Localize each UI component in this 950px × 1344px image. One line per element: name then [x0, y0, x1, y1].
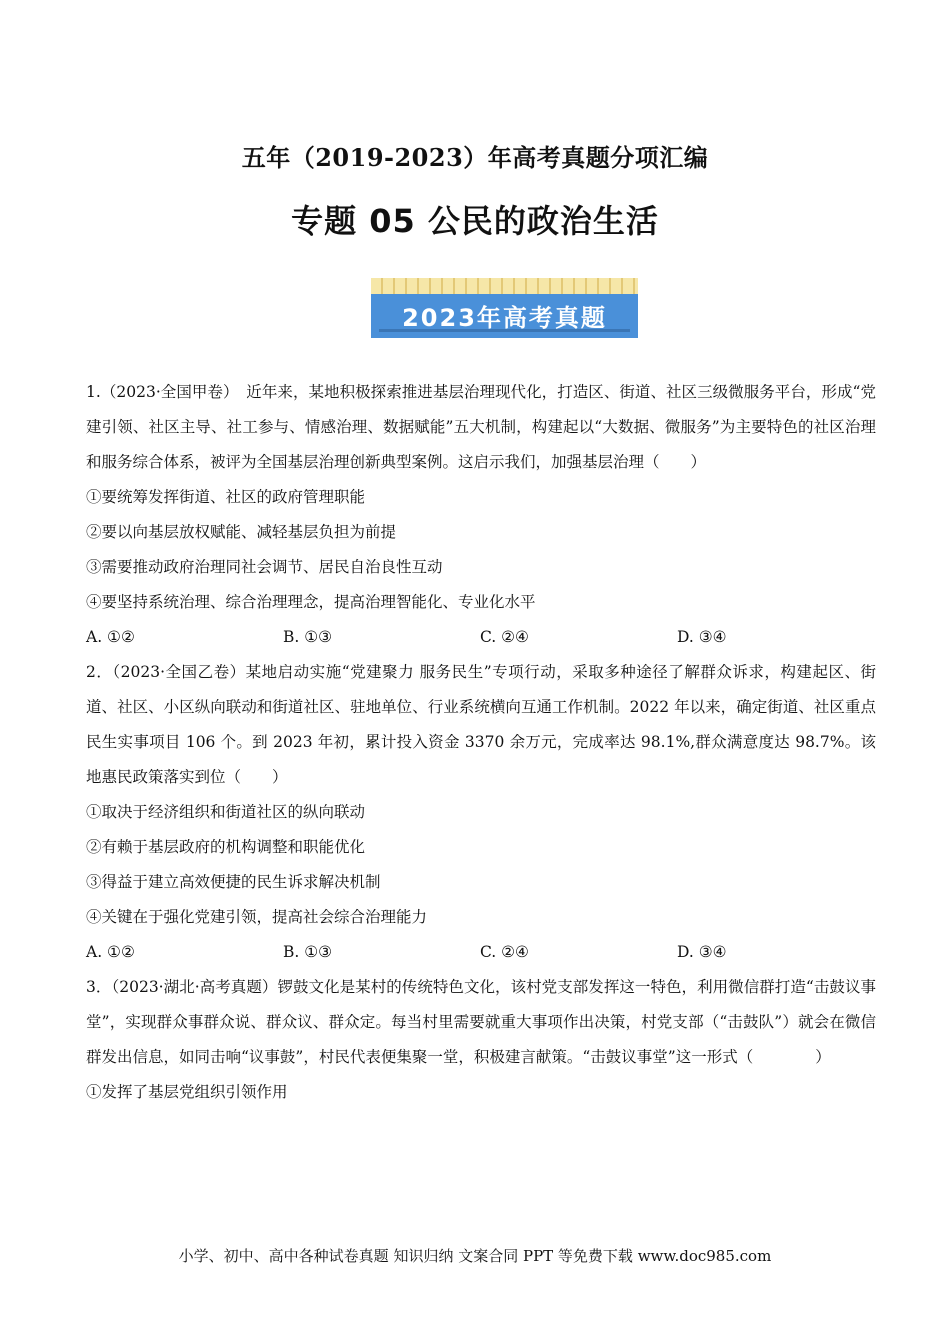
option-c: C. ②④	[480, 943, 529, 961]
statement-item: ④关键在于强化党建引领，提高社会综合治理能力	[86, 908, 428, 926]
option-b: B. ①③	[283, 943, 333, 961]
page-footer: 小学、初中、高中各种试卷真题 知识归纳 文案合同 PPT 等免费下载 www.doc985.com	[178, 1247, 772, 1265]
collection-supertitle: 五年（2019-2023）年高考真题分项汇编	[241, 143, 709, 172]
question-list	[86, 375, 876, 1110]
statement-item: ②有赖于基层政府的机构调整和职能优化	[86, 838, 366, 856]
question-1	[86, 375, 876, 655]
question-stem: 1.（2023·全国甲卷） 近年来，某地积极探索推进基层治理现代化，打造区、街道、社区三级微服务平台，形成“党建引领、社区主导、社工参与、情感治理、数据赋能”五大机制，构建起以“大数据、微服务”为主要特色的社区治理和服务综合体系，被评为全国基层治理创新典型案例。这启示我们，加强基层治理（ ）	[86, 383, 876, 471]
badge-label: 2023年高考真题	[402, 304, 607, 332]
statement-item: ②要以向基层放权赋能、减轻基层负担为前提	[86, 523, 397, 541]
option-d: D. ③④	[677, 943, 727, 961]
option-c: C. ②④	[480, 628, 529, 646]
option-a: A. ①②	[86, 943, 135, 961]
option-a: A. ①②	[86, 628, 135, 646]
question-2	[86, 655, 876, 970]
question-stem: 2．（2023·全国乙卷）某地启动实施“党建聚力 服务民生”专项行动，采取多种途径了解群众诉求，构建起区、街道、社区、小区纵向联动和街道社区、驻地单位、行业系统横向互通工作机制。2022 年以来，确定街道、社区重点民生实事项目 106 个。到 2023 年初，累计投入资金 3370 余万元，完成率达 98.1%,群众满意度达 98.7%。该地惠民政策落实到位（ ）	[86, 663, 876, 786]
statement-item: ③得益于建立高效便捷的民生诉求解决机制	[86, 873, 381, 891]
statement-item: ③需要推动政府治理同社会调节、居民自治良性互动	[86, 558, 443, 576]
statement-item: ①发挥了基层党组织引领作用	[86, 1083, 288, 1101]
badge-notebook-stripe	[371, 278, 638, 294]
option-d: D. ③④	[677, 628, 727, 646]
page-title: 专题 05 公民的政治生活	[291, 202, 659, 240]
answer-options	[86, 620, 876, 655]
question-3	[86, 970, 876, 1110]
statement-item: ④要坚持系统治理、综合治理理念，提高治理智能化、专业化水平	[86, 593, 536, 611]
statement-item: ①要统筹发挥街道、社区的政府管理职能	[86, 488, 366, 506]
statement-item: ①取决于经济组织和街道社区的纵向联动	[86, 803, 366, 821]
question-stem: 3．（2023·湖北·高考真题）锣鼓文化是某村的传统特色文化，该村党支部发挥这一特色，利用微信群打造“击鼓议事堂”，实现群众事群众说、群众议、群众定。每当村里需要就重大事项作出决策，村党支部（“击鼓队”）就会在微信群发出信息，如同击响“议事鼓”，村民代表便集聚一堂，积极建言献策。“击鼓议事堂”这一形式（ ）	[86, 978, 876, 1066]
answer-options	[86, 935, 876, 970]
section-badge	[371, 278, 638, 338]
option-b: B. ①③	[283, 628, 333, 646]
